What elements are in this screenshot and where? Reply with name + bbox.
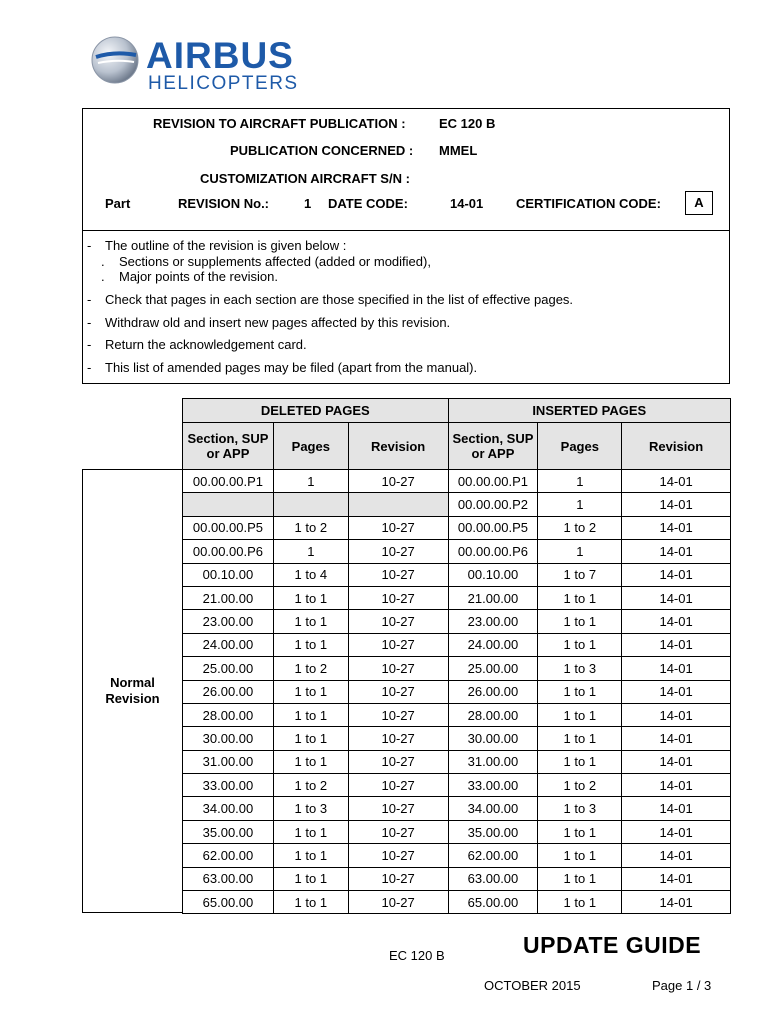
table-cell: 63.00.00 <box>448 867 538 890</box>
table-row <box>183 610 731 633</box>
table-cell: 14-01 <box>622 703 731 726</box>
table-cell: 1 <box>273 540 348 563</box>
publication-header-box <box>82 108 730 231</box>
table-cell: 10-27 <box>348 610 448 633</box>
table-row <box>183 657 731 680</box>
table-cell: 10-27 <box>348 797 448 820</box>
normal-revision-label: Normal Revision <box>105 675 160 706</box>
table-row <box>183 516 731 539</box>
table-cell: 26.00.00 <box>183 680 274 703</box>
table-cell: 1 to 1 <box>538 610 622 633</box>
table-cell: 14-01 <box>622 680 731 703</box>
table-row <box>183 493 731 516</box>
col-header-revision: Revision <box>622 423 731 470</box>
table-cell: 00.10.00 <box>183 563 274 586</box>
table-cell: 1 to 1 <box>273 820 348 843</box>
col-header-pages: Pages <box>538 423 622 470</box>
table-cell <box>273 493 348 516</box>
table-cell: 1 to 1 <box>273 844 348 867</box>
table-cell: 1 to 1 <box>273 586 348 609</box>
customization-label: CUSTOMIZATION AIRCRAFT S/N : <box>200 171 410 186</box>
table-cell: 21.00.00 <box>448 586 538 609</box>
table-cell: 1 to 1 <box>273 680 348 703</box>
table-cell: 1 <box>538 470 622 493</box>
table-row <box>183 680 731 703</box>
table-cell: 14-01 <box>622 563 731 586</box>
amended-pages-table <box>182 398 731 914</box>
table-cell: 14-01 <box>622 750 731 773</box>
table-cell: 1 to 2 <box>273 774 348 797</box>
date-code-value: 14-01 <box>450 196 484 211</box>
note-check: - Check that pages in each section are those specified in the list of effective pages. <box>87 292 574 307</box>
table-cell: 1 to 2 <box>538 774 622 797</box>
table-cell: 14-01 <box>622 516 731 539</box>
table-cell: 00.00.00.P1 <box>448 470 538 493</box>
table-cell: 1 to 1 <box>273 703 348 726</box>
table-cell: 62.00.00 <box>183 844 274 867</box>
table-row <box>183 563 731 586</box>
normal-revision-group <box>82 469 183 913</box>
table-cell: 10-27 <box>348 774 448 797</box>
table-cell: 31.00.00 <box>183 750 274 773</box>
table-cell: 14-01 <box>622 797 731 820</box>
note-file: - This list of amended pages may be filed (apart from the manual). <box>87 360 478 375</box>
table-cell: 1 to 1 <box>273 610 348 633</box>
col-header-pages: Pages <box>273 423 348 470</box>
table-cell: 10-27 <box>348 563 448 586</box>
table-cell: 24.00.00 <box>183 633 274 656</box>
deleted-pages-header: DELETED PAGES <box>183 399 449 423</box>
table-cell: 1 <box>538 540 622 563</box>
table-cell: 00.00.00.P5 <box>183 516 274 539</box>
table-row <box>183 703 731 726</box>
col-header-section: Section, SUP or APP <box>448 423 538 470</box>
col-header-revision: Revision <box>348 423 448 470</box>
table-cell: 1 to 1 <box>273 750 348 773</box>
table-cell: 1 to 1 <box>273 727 348 750</box>
table-cell: 21.00.00 <box>183 586 274 609</box>
table-cell: 1 to 1 <box>538 844 622 867</box>
table-cell: 10-27 <box>348 516 448 539</box>
table-cell: 1 to 2 <box>273 516 348 539</box>
table-cell: 1 to 1 <box>538 820 622 843</box>
table-cell: 1 to 1 <box>273 633 348 656</box>
table-row <box>183 470 731 493</box>
table-cell: 00.00.00.P5 <box>448 516 538 539</box>
table-cell: 1 to 4 <box>273 563 348 586</box>
table-cell <box>348 493 448 516</box>
table-row <box>183 844 731 867</box>
table-cell: 1 to 1 <box>538 891 622 914</box>
table-cell: 63.00.00 <box>183 867 274 890</box>
note-outline: - The outline of the revision is given below : <box>87 238 347 253</box>
table-cell: 14-01 <box>622 891 731 914</box>
table-cell: 00.00.00.P6 <box>183 540 274 563</box>
note-sub-sections: . Sections or supplements affected (added or modified), <box>101 254 431 269</box>
table-cell: 1 to 1 <box>538 750 622 773</box>
table-cell: 1 <box>273 470 348 493</box>
table-cell: 25.00.00 <box>183 657 274 680</box>
table-cell: 31.00.00 <box>448 750 538 773</box>
table-cell: 14-01 <box>622 657 731 680</box>
table-row <box>183 750 731 773</box>
table-cell: 10-27 <box>348 680 448 703</box>
certification-code-label: CERTIFICATION CODE: <box>516 196 661 211</box>
publication-concerned-value: MMEL <box>439 143 478 158</box>
table-row <box>183 797 731 820</box>
table-cell: 1 to 3 <box>538 657 622 680</box>
airbus-helicopters-logo <box>90 32 330 96</box>
table-cell: 1 to 1 <box>273 891 348 914</box>
revision-no-value: 1 <box>304 196 312 211</box>
publication-concerned-label: PUBLICATION CONCERNED : <box>230 143 414 158</box>
table-cell: 23.00.00 <box>183 610 274 633</box>
table-cell: 14-01 <box>622 540 731 563</box>
table-cell: 65.00.00 <box>183 891 274 914</box>
date-code-label: DATE CODE: <box>328 196 408 211</box>
table-cell: 10-27 <box>348 703 448 726</box>
instructions-box <box>82 231 730 384</box>
logo-wordmark: AIRBUS <box>146 35 294 76</box>
table-body <box>183 470 731 914</box>
table-cell: 65.00.00 <box>448 891 538 914</box>
table-cell: 14-01 <box>622 727 731 750</box>
note-sub-major-points: . Major points of the revision. <box>101 269 278 284</box>
table-cell: 10-27 <box>348 540 448 563</box>
table-cell: 34.00.00 <box>448 797 538 820</box>
footer-title: UPDATE GUIDE <box>523 932 702 958</box>
table-cell: 1 to 1 <box>538 867 622 890</box>
table-cell: 35.00.00 <box>183 820 274 843</box>
table-cell: 28.00.00 <box>448 703 538 726</box>
table-cell: 33.00.00 <box>183 774 274 797</box>
table-cell: 30.00.00 <box>448 727 538 750</box>
table-row <box>183 891 731 914</box>
footer-model: EC 120 B <box>389 948 445 963</box>
table-cell: 10-27 <box>348 750 448 773</box>
table-cell: 24.00.00 <box>448 633 538 656</box>
table-row <box>183 540 731 563</box>
table-cell: 1 to 2 <box>538 516 622 539</box>
table-row <box>183 727 731 750</box>
note-withdraw: - Withdraw old and insert new pages affected by this revision. <box>87 315 451 330</box>
airbus-globe-icon <box>90 35 140 85</box>
table-row <box>183 774 731 797</box>
table-cell: 62.00.00 <box>448 844 538 867</box>
table-cell: 23.00.00 <box>448 610 538 633</box>
revision-to-publication-label: REVISION TO AIRCRAFT PUBLICATION : <box>153 116 406 131</box>
table-cell: 14-01 <box>622 844 731 867</box>
table-cell: 34.00.00 <box>183 797 274 820</box>
footer-page-number: Page 1 / 3 <box>652 978 712 993</box>
table-cell: 10-27 <box>348 470 448 493</box>
table-row <box>183 633 731 656</box>
logo-subtitle: HELICOPTERS <box>148 73 299 94</box>
table-cell: 10-27 <box>348 891 448 914</box>
table-cell: 14-01 <box>622 820 731 843</box>
table-cell: 1 <box>538 493 622 516</box>
table-cell: 14-01 <box>622 774 731 797</box>
table-cell: 00.10.00 <box>448 563 538 586</box>
table-cell: 00.00.00.P1 <box>183 470 274 493</box>
table-cell: 00.00.00.P2 <box>448 493 538 516</box>
table-cell: 33.00.00 <box>448 774 538 797</box>
table-cell: 25.00.00 <box>448 657 538 680</box>
table-cell: 10-27 <box>348 867 448 890</box>
note-return: - Return the acknowledgement card. <box>87 337 307 352</box>
revision-no-label: REVISION No.: <box>178 196 270 211</box>
table-cell: 14-01 <box>622 867 731 890</box>
table-row <box>183 867 731 890</box>
col-header-section: Section, SUP or APP <box>183 423 274 470</box>
table-cell: 10-27 <box>348 633 448 656</box>
part-label: Part <box>105 196 131 211</box>
table-cell: 14-01 <box>622 470 731 493</box>
table-cell: 1 to 3 <box>273 797 348 820</box>
table-cell: 14-01 <box>622 610 731 633</box>
table-cell: 10-27 <box>348 727 448 750</box>
footer-date: OCTOBER 2015 <box>484 978 581 993</box>
table-cell: 14-01 <box>622 586 731 609</box>
table-cell: 1 to 1 <box>273 867 348 890</box>
table-cell: 1 to 1 <box>538 586 622 609</box>
table-cell <box>183 493 274 516</box>
table-cell: 1 to 1 <box>538 633 622 656</box>
table-cell: 26.00.00 <box>448 680 538 703</box>
inserted-pages-header: INSERTED PAGES <box>448 399 730 423</box>
table-cell: 1 to 1 <box>538 680 622 703</box>
table-cell: 30.00.00 <box>183 727 274 750</box>
table-cell: 10-27 <box>348 844 448 867</box>
table-row <box>183 586 731 609</box>
table-cell: 10-27 <box>348 657 448 680</box>
table-cell: 00.00.00.P6 <box>448 540 538 563</box>
table-cell: 1 to 7 <box>538 563 622 586</box>
certification-code-value: A <box>685 191 713 215</box>
table-cell: 1 to 3 <box>538 797 622 820</box>
revision-to-publication-value: EC 120 B <box>439 116 496 131</box>
table-cell: 1 to 2 <box>273 657 348 680</box>
table-cell: 14-01 <box>622 633 731 656</box>
table-cell: 28.00.00 <box>183 703 274 726</box>
table-cell: 35.00.00 <box>448 820 538 843</box>
table-row <box>183 820 731 843</box>
table-cell: 1 to 1 <box>538 727 622 750</box>
table-cell: 1 to 1 <box>538 703 622 726</box>
table-cell: 10-27 <box>348 820 448 843</box>
table-cell: 14-01 <box>622 493 731 516</box>
table-cell: 10-27 <box>348 586 448 609</box>
